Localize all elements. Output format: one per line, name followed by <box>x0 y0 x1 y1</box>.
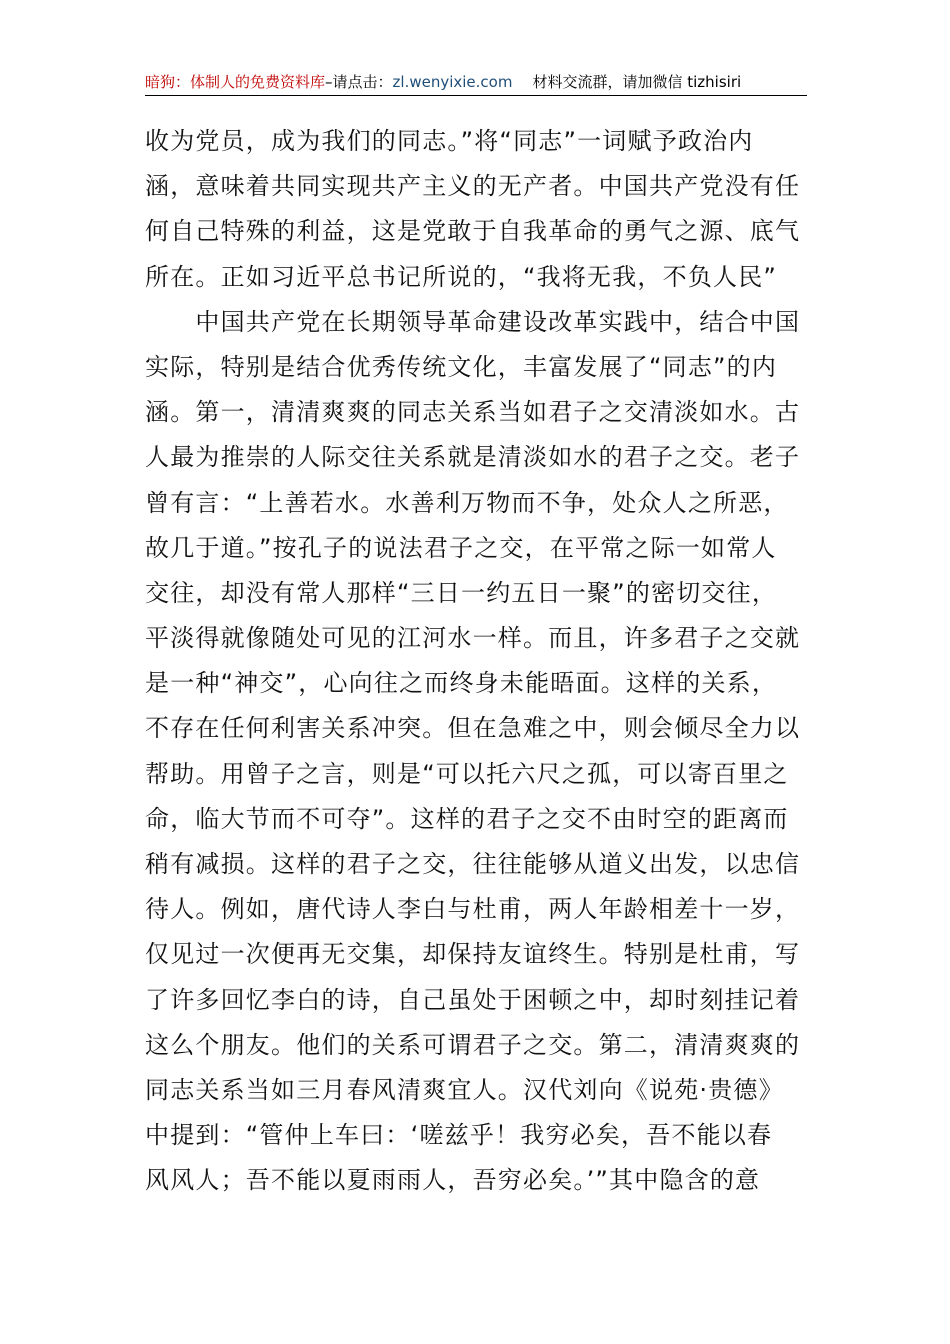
text-line: 同志关系当如三月春风清爽宜人。汉代刘向《说苑·贵德》 <box>145 1075 784 1104</box>
text-line: 待人。例如，唐代诗人李白与杜甫，两人年龄相差十一岁， <box>145 895 801 924</box>
header-contact: 材料交流群，请加微信 tizhisiri <box>532 73 742 91</box>
page-header <box>145 68 807 96</box>
text-line: 仅见过一次便再无交集，却保持友谊终生。特别是杜甫，写 <box>145 940 801 969</box>
header-click-prefix: –请点击： <box>325 73 393 91</box>
document-body <box>145 119 810 1204</box>
text-line: 涵，意味着共同实现共产主义的无产者。中国共产党没有任 <box>145 172 801 201</box>
text-line: 风风人；吾不能以夏雨雨人，吾穷必矣。’”其中隐含的意 <box>145 1166 761 1195</box>
text-line: 涵。第一，清清爽爽的同志关系当如君子之交清淡如水。古 <box>145 398 801 427</box>
text-line: 实际，特别是结合优秀传统文化，丰富发展了“同志”的内 <box>145 352 778 381</box>
text-line: 曾有言：“上善若水。水善利万物而不争，处众人之所恶， <box>145 488 789 517</box>
text-line: 这么个朋友。他们的关系可谓君子之交。第二，清清爽爽的 <box>145 1030 801 1059</box>
text-line: 何自己特殊的利益，这是党敢于自我革命的勇气之源、底气 <box>145 217 801 246</box>
text-line: 所在。正如习近平总书记所说的，“我将无我，不负人民” <box>145 262 778 291</box>
header-link[interactable]: zl.wenyixie.com <box>392 73 513 91</box>
header-brand: 暗狗：体制人的免费资料库 <box>145 73 326 91</box>
text-line: 故几于道。”按孔子的说法君子之交，在平常之际一如常人 <box>145 533 777 562</box>
header-divider <box>145 95 807 96</box>
text-line: 是一种“神交”，心向往之而终身未能晤面。这样的关系， <box>145 669 778 698</box>
text-line: 命，临大节而不可夺”。这样的君子之交不由时空的距离而 <box>145 804 789 833</box>
text-line: 收为党员，成为我们的同志。”将“同志”一词赋予政治内 <box>145 127 754 155</box>
text-line: 人最为推崇的人际交往关系就是清淡如水的君子之交。老子 <box>145 443 801 472</box>
text-line: 交往，却没有常人那样“三日一约五日一聚”的密切交往， <box>145 578 778 607</box>
text-line: 稍有减损。这样的君子之交，往往能够从道义出发，以忠信 <box>145 850 801 878</box>
text-line: 平淡得就像随处可见的江河水一样。而且，许多君子之交就 <box>145 624 801 653</box>
text-line: 帮助。用曾子之言，则是“可以托六尺之孤，可以寄百里之 <box>145 759 789 788</box>
text-line: 中提到：“管仲上车曰：‘嗟兹乎！我穷必矣，吾不能以春 <box>145 1121 773 1150</box>
text-line: 中国共产党在长期领导革命建设改革实践中，结合中国 <box>145 307 801 336</box>
text-line: 不存在任何利害关系冲突。但在急难之中，则会倾尽全力以 <box>145 714 801 743</box>
text-line: 了许多回忆李白的诗，自己虽处于困顿之中，却时刻挂记着 <box>145 985 801 1014</box>
